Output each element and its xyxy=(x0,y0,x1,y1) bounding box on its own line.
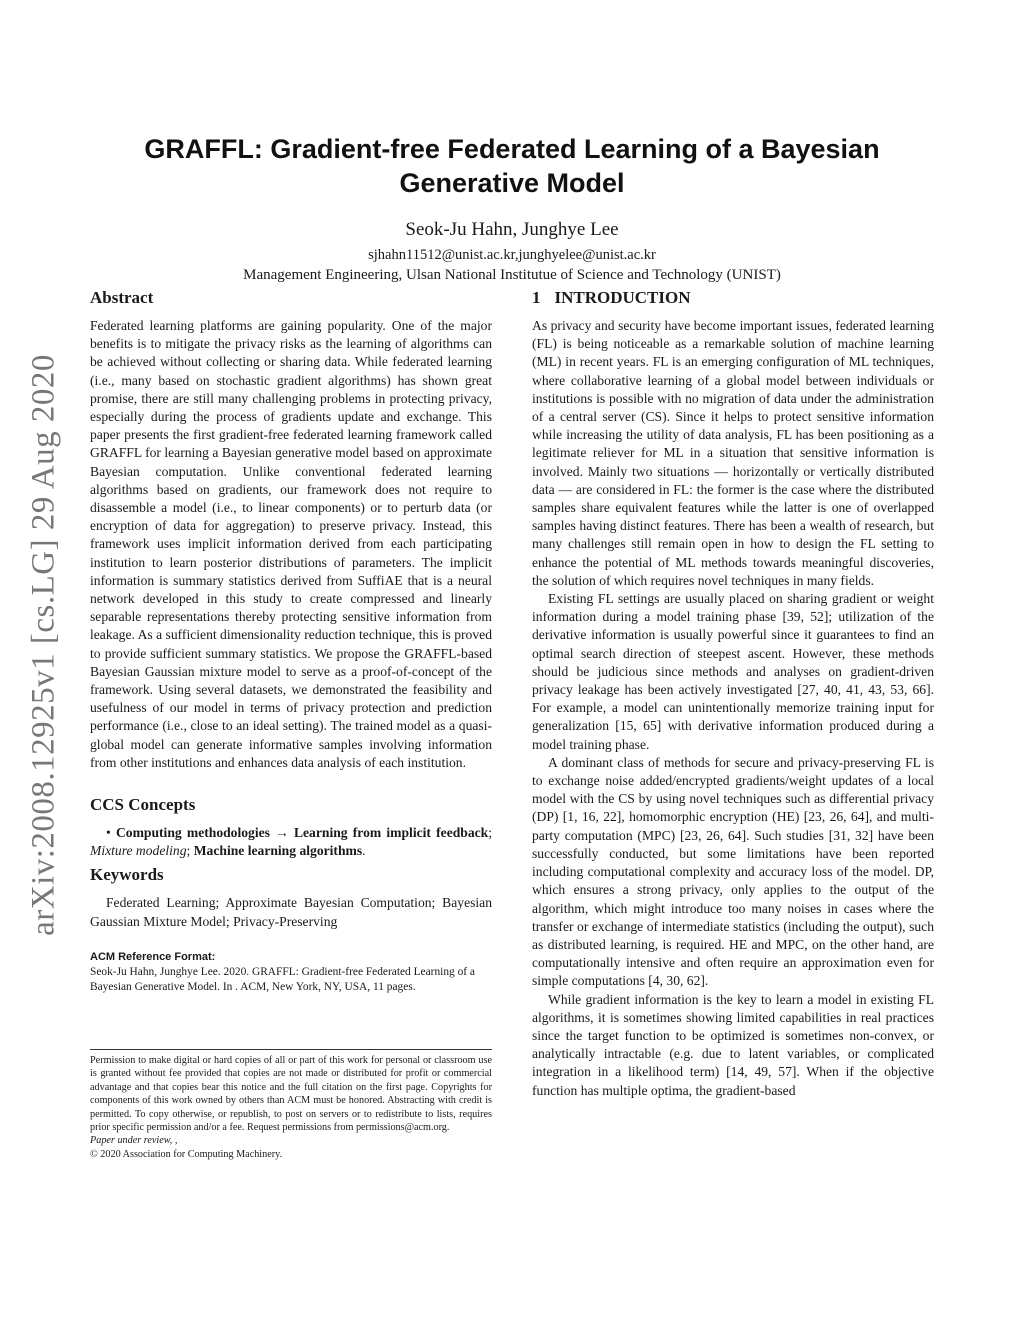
left-column xyxy=(90,287,492,995)
title-line-2: Generative Model xyxy=(399,168,625,198)
acm-reference xyxy=(90,951,492,995)
intro-paragraph-2: Existing FL settings are usually placed on sharing gradient or weight information during a model training phase [39, 52]; utilization of the derivative information is usually powerful since it guarantees to find an optimal search direction of steepest ascent. However, these methods should be judicious since methods and analyses on gradient-driven privacy leakage has been actively investigated [27, 40, 41, 43, 53, 66]. For example, a model can unintentionally memorize training input for generalization [15, 65] with derivative information produced during a model training phase. xyxy=(532,591,934,752)
acm-reference-text: Seok-Ju Hahn, Junghye Lee. 2020. GRAFFL: Gradient-free Federated Learning of a Bayesian Generative Model. In . ACM, New York, NY, USA, 11 pages. xyxy=(90,965,475,993)
arxiv-sidebar xyxy=(18,345,70,945)
ccs-arrow: → xyxy=(275,825,289,841)
permission-block xyxy=(90,1049,492,1161)
section-title: INTRODUCTION xyxy=(554,288,691,307)
ccs-item-3: Mixture modeling xyxy=(90,843,187,859)
ccs-heading: CCS Concepts xyxy=(90,795,196,815)
acm-reference-heading: ACM Reference Format: xyxy=(90,950,216,963)
introduction-heading xyxy=(532,287,934,309)
author-emails: sjhahn11512@unist.ac.kr,junghyelee@unist.ac.kr xyxy=(368,247,656,263)
ccs-bullet: • xyxy=(106,825,111,841)
intro-paragraph-1: As privacy and security have become important issues, federated learning (FL) is being noticeable as a remarkable solution of machine learning (ML) in recent years. FL is an emerging configuration of ML techniques, where collaborative learning of a global model between individuals or institutions is possible with no migration of data under the administration of a central server (CS). Since it helps to protect sensitive information while increasing the utility of data analysis, FL has been positioning as a legitimate reliever for ML in a situation that sensitive information is involved. Mainly two situations — horizontally or vertically distributed data — are considered in FL: the former is the case where the distributed samples share equivalent features while the latter is one of overlapped samples having distinct features. There has been a wealth of research, but many challenges still remain open in how to design the FL setting to enhance the potential of ML methods towards meaningful discoveries, the solution of which requires novel techniques in many fields. xyxy=(532,318,934,588)
keywords-text: Federated Learning; Approximate Bayesian Computation; Bayesian Gaussian Mixture Model; Privacy-Preserving xyxy=(90,895,492,929)
ccs-item-4: Machine learning algorithms xyxy=(193,843,363,859)
affiliation: Management Engineering, Ulsan National Institutue of Science and Technology (UNIST) xyxy=(243,267,781,283)
ccs-end: . xyxy=(362,843,366,859)
ccs-item-2: Learning from implicit feedback xyxy=(293,825,489,841)
intro-paragraph-3: A dominant class of methods for secure and privacy-preserving FL is to exchange noise added/encrypted gradients/weight updates of a local model with the CS by using novel techniques such as differential privacy (DP) [1, 16, 22], homomorphic encryption (HE) [23, 26, 64], and multi-party computation (MPC) [23, 26, 64]. Such studies [31, 32] have been successfully conducted, but some limitations have been reported including computational complexity and accuracy loss of the model. DP, which ensures a strong privacy, only applies to the output of the algorithm, which might introduce too many noises in cases where the transfer or exchange of intermediate statistics (including the output), such as distributed learning, is required. HE and MPC, on the other hand, are computationally intensive and often require an approximation even for simple computations [4, 30, 62]. xyxy=(532,754,934,989)
ccs-sep-2: ; xyxy=(186,843,191,859)
section-number: 1 xyxy=(532,288,541,307)
authors: Seok-Ju Hahn, Junghye Lee xyxy=(405,219,619,240)
permission-text: Permission to make digital or hard copies of all or part of this work for personal or classroom use is granted without fee provided that copies are not made or distributed for profit or commercial advantage and that copies bear this notice and the full citation on the first page. Copyrights for components of this work owned by others than ACM must be honored. Abstracting with credit is permitted. To copy otherwise, or republish, to post on servers or to redistribute to lists, requires prior specific permission and/or a fee. Request permissions from permissions@acm.org. xyxy=(90,1055,492,1134)
title-line-1: GRAFFL: Gradient-free Federated Learning of a Bayesian xyxy=(144,134,880,164)
intro-paragraph-4: While gradient information is the key to learn a model in existing FL algorithms, it is sometimes showing limited capabilities in real practices since the target function to be optimized is sometimes non-convex, or analytically intractable (e.g. due to latent variables, or complicated integration in a likelihood term) [14, 49, 57]. When if the objective function has multiple optima, the gradient-based xyxy=(532,991,934,1098)
right-column xyxy=(532,287,934,1100)
review-note: Paper under review, , xyxy=(90,1135,178,1147)
ccs-sep-1: ; xyxy=(488,825,493,841)
paper-title xyxy=(112,132,912,200)
arxiv-identifier: arXiv:2008.12925v1 [cs.LG] 29 Aug 2020 xyxy=(25,354,62,936)
ccs-item-1: Computing methodologies xyxy=(115,825,270,841)
footnote-rule xyxy=(90,1049,492,1050)
ccs-concepts xyxy=(90,824,492,860)
copyright-note: © 2020 Association for Computing Machinery. xyxy=(90,1148,283,1160)
keywords-heading: Keywords xyxy=(90,865,164,885)
abstract-text: Federated learning platforms are gaining popularity. One of the major benefits is to mitigate the privacy risks as the learning of algorithms can be achieved without collecting or sharing data. While federated learning (i.e., many based on stochastic gradient algorithms) has shown great promise, there are still many challenging problems in protecting privacy, especially during the process of gradients update and exchange. This paper presents the first gradient-free federated learning framework called GRAFFL for learning a Bayesian generative model based on approximate Bayesian computation. Unlike conventional federated learning algorithms based on gradients, our framework does not require to disassemble a model (i.e., to linear components) or to perturb data (or encryption of data for aggregation) to preserve privacy. Instead, this framework uses implicit information derived from each participating institution to learn posterior distributions of parameters. The implicit information is summary statistics derived from SuffiAE that is a neural network developed in this study to create compressed and linearly separable representations thereby protecting sensitive information from leakage. As a sufficient dimensionality reduction technique, this is proved to provide sufficient summary statistics. We propose the GRAFFL-based Bayesian Gaussian mixture model to serve as a proof-of-concept of the framework. Using several datasets, we demonstrated the feasibility and usefulness of our model in terms of privacy protection and prediction performance (i.e., close to an ideal setting). The trained model as a quasi-global model can generate informative samples involving information from other institutions and enhances data analysis of each institution. xyxy=(90,318,492,770)
abstract-heading: Abstract xyxy=(90,288,154,307)
paper-header xyxy=(0,132,1024,285)
